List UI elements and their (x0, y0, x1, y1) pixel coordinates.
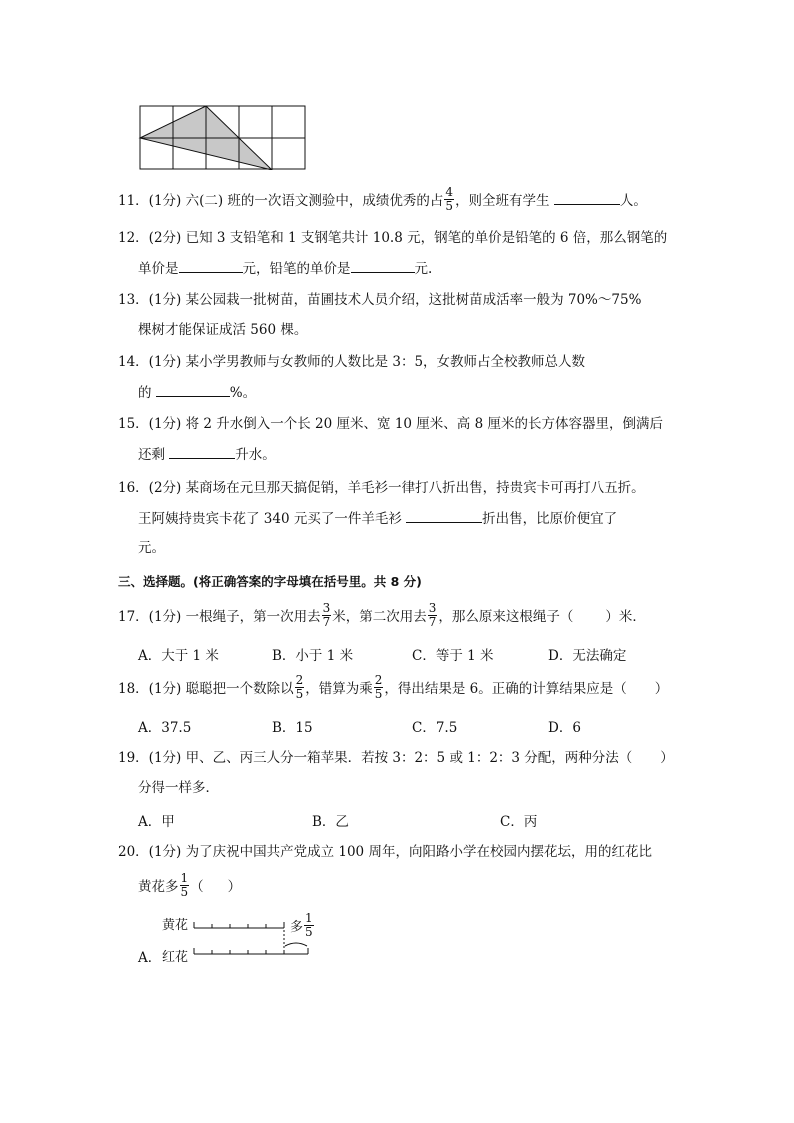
q17-t3: ，那么原来这根绳子（ (438, 609, 574, 625)
question-16-line2 (138, 508, 617, 529)
q11-tail: 人。 (619, 193, 647, 209)
q12-l2a: 单价是 (138, 261, 179, 277)
q18-t2: ，错算为乘 (305, 681, 373, 697)
q19-paren-close: ） (660, 750, 674, 766)
q11-text: 11．(1分) 六(二) 班的一次语文测验中，成绩优秀的占 (118, 193, 444, 209)
q18-option-c[interactable]: C．7.5 (412, 720, 458, 736)
question-13-line2: 棵树才能保证成活 560 棵。 (138, 322, 308, 338)
q17-option-c[interactable]: C．等于 1 米 (412, 648, 494, 664)
more-label (290, 911, 315, 941)
q17-option-d[interactable]: D．无法确定 (548, 648, 627, 664)
q12-l2b: 元，铅笔的单价是 (242, 261, 351, 277)
frac-den: 7 (322, 615, 331, 629)
q17-option-b[interactable]: B．小于 1 米 (272, 648, 354, 664)
frac-den: 5 (305, 925, 313, 939)
question-14-line2 (138, 382, 256, 403)
frac-num: 3 (322, 601, 331, 615)
q14-answer-blank[interactable] (156, 382, 230, 397)
frac-den: 5 (295, 687, 304, 701)
frac-num: 4 (445, 185, 454, 199)
frac-num: 1 (305, 911, 313, 925)
frac-num: 1 (180, 871, 189, 885)
q18-option-d[interactable]: D．6 (548, 720, 581, 736)
question-12-line1: 12．(2分) 已知 3 支铅笔和 1 支钢笔共计 10.8 元，钢笔的单价是铅笔的 6 倍，那么钢笔的 (118, 230, 668, 246)
yellow-flower-label: 黄花 (162, 918, 189, 933)
q17-fraction-2 (428, 602, 438, 629)
frac-den: 5 (180, 885, 189, 899)
frac-den: 5 (374, 687, 383, 701)
q19-option-b[interactable]: B．乙 (312, 814, 349, 830)
question-12-line2 (138, 258, 432, 279)
q18-t4: ） (654, 681, 669, 697)
question-16-line1: 16．(2分) 某商场在元旦那天搞促销，羊毛衫一律打八折出售，持贵宾卡可再打八五折。 (118, 480, 645, 496)
question-13-line1: 13．(1分) 某公园栽一批树苗，苗圃技术人员介绍，这批树苗成活率一般为 70%～75% (118, 292, 642, 308)
frac-den: 5 (445, 199, 454, 213)
question-15-line1: 15．(1分) 将 2 升水倒入一个长 20 厘米、宽 10 厘米、高 8 厘米的长方体容器里，倒满后 (118, 416, 663, 432)
q20-l2b: （ (190, 879, 204, 895)
grid-triangle-figure (138, 104, 308, 170)
q20-l2c: ） (227, 879, 242, 895)
question-14-line1: 14．(1分) 某小学男教师与女教师的人数比是 3：5，女教师占全校教师总人数 (118, 354, 586, 370)
q11-text2: ，则全班有学生 (455, 193, 550, 209)
frac-den: 7 (428, 615, 437, 629)
question-19-line1 (118, 748, 674, 768)
q18-fraction-1 (295, 674, 305, 701)
grid-lines (140, 106, 305, 169)
q17-t4: ）米． (605, 609, 646, 625)
question-18 (118, 673, 669, 703)
q15-l2a: 还剩 (138, 447, 165, 463)
q17-t1: 17．(1分) 一根绳子，第一次用去 (118, 609, 321, 625)
question-19-line2: 分得一样多． (138, 780, 219, 796)
question-17 (118, 601, 646, 631)
q17-option-a[interactable]: A．大于 1 米 (138, 648, 219, 664)
q17-t2: 米，第二次用去 (332, 609, 427, 625)
q20-fraction (180, 872, 190, 899)
red-flower-label: 红花 (162, 950, 189, 965)
frac-num: 2 (374, 673, 383, 687)
q16-blank-discount[interactable] (406, 508, 482, 523)
question-15-line2 (138, 444, 276, 465)
frac-num: 3 (428, 601, 437, 615)
question-20-line2 (138, 871, 242, 901)
more-text: 多 (290, 920, 304, 935)
more-fraction (304, 912, 314, 939)
q18-option-a[interactable]: A．37.5 (138, 720, 192, 736)
q14-l2a: 的 (138, 385, 152, 401)
section-3-heading: 三、选择题。(将正确答案的字母填在括号里。共 8 分) (118, 574, 422, 589)
q18-t3: ，得出结果是 6。正确的计算结果应是（ (384, 681, 627, 697)
q11-answer-blank[interactable] (554, 190, 620, 205)
q18-t1: 18．(1分) 聪聪把一个数除以 (118, 681, 294, 697)
q18-option-b[interactable]: B．15 (272, 720, 313, 736)
question-11 (118, 185, 647, 215)
question-20-line1: 20．(1分) 为了庆祝中国共产党成立 100 周年，向阳路小学在校园内摆花坛，用的红花比 (118, 844, 652, 860)
q19-line1-text: 19．(1分) 甲、乙、丙三人分一箱苹果．若按 3：2：5 或 1：2：3 分配，两种分法（ (118, 750, 633, 766)
q18-fraction-2 (374, 674, 384, 701)
q15-l2b: 升水。 (235, 447, 276, 463)
q16-l2b: 折出售，比原价便宜了 (482, 511, 618, 527)
question-16-line3: 元。 (138, 540, 165, 556)
frac-num: 2 (295, 673, 304, 687)
q12-l2c: 元. (414, 261, 433, 277)
q19-option-a[interactable]: A．甲 (138, 814, 175, 830)
q12-blank-pen[interactable] (179, 258, 243, 273)
q20-l2a: 黄花多 (138, 879, 179, 895)
q11-fraction (444, 186, 454, 213)
q15-answer-blank[interactable] (169, 444, 235, 459)
q16-l2a: 王阿姨持贵宾卡花了 340 元买了一件羊毛衫 (138, 511, 402, 527)
q19-option-c[interactable]: C．丙 (500, 814, 538, 830)
q12-blank-pencil[interactable] (351, 258, 415, 273)
q17-fraction-1 (322, 602, 332, 629)
q14-l2b: %。 (229, 385, 257, 401)
q20-option-a-label[interactable]: A． (138, 950, 162, 966)
